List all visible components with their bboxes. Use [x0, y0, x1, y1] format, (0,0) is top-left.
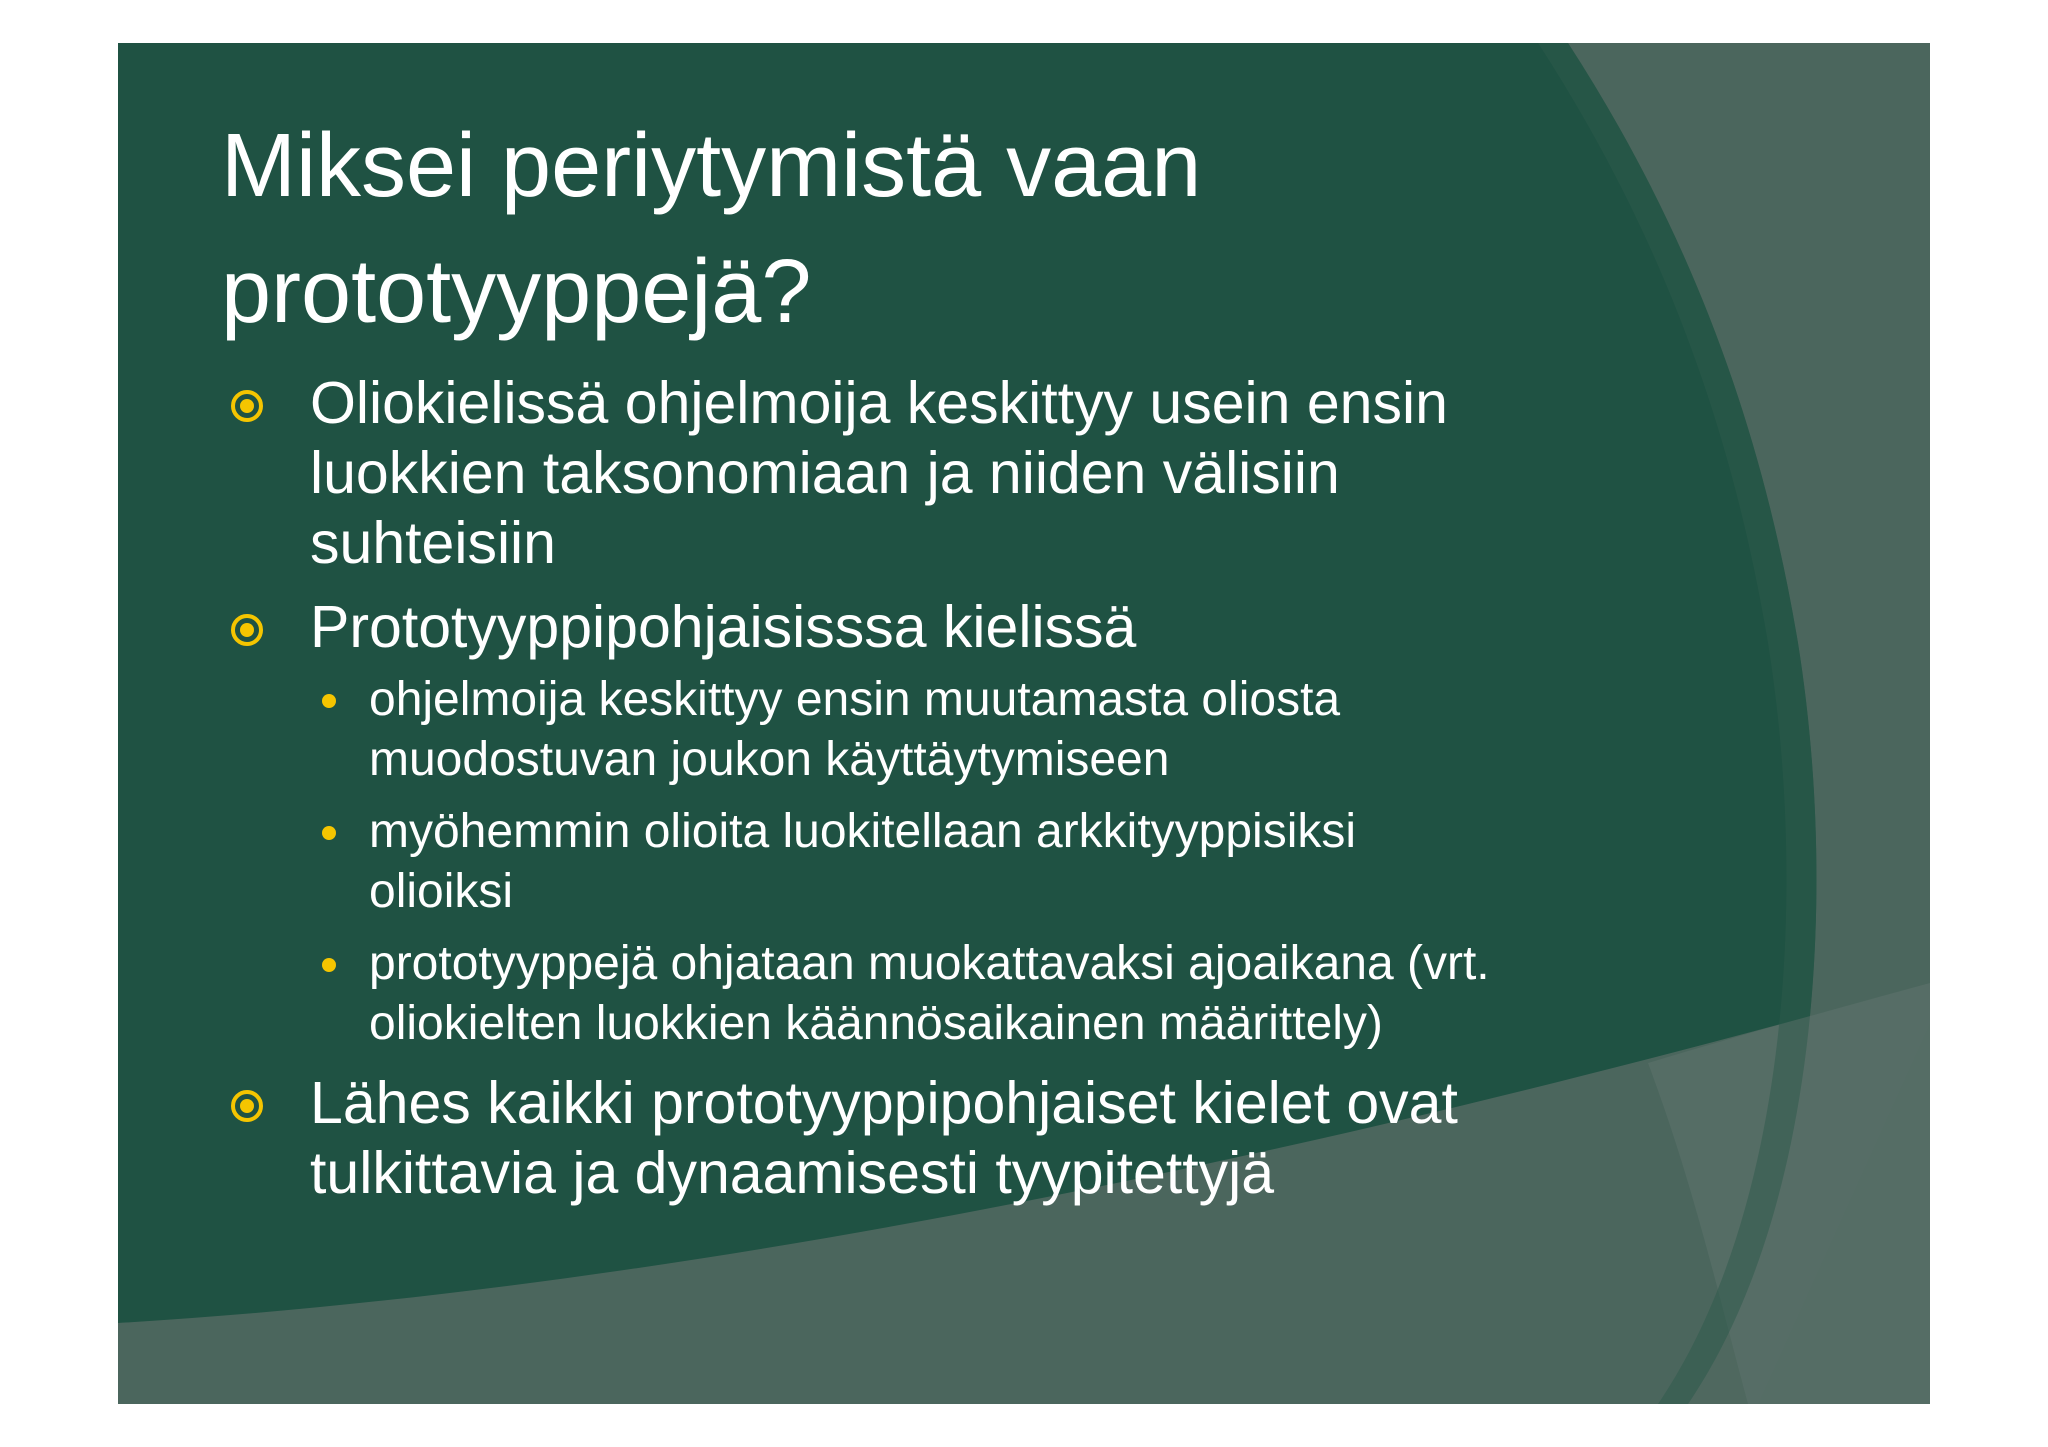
sub-bullet-text: ohjelmoija keskittyy ensin muutamasta oliosta: [369, 673, 1341, 726]
bullet-list: [228, 368, 1818, 1208]
sub-bullet-text: oliokielten luokkien käännösaikainen määrittely): [369, 997, 1383, 1050]
sub-bullet-item: [228, 934, 1818, 1054]
bullet-text: Prototyyppipohjaisisssa kielissä: [310, 594, 1137, 660]
title-line-1: Miksei periytymistä vaan: [221, 116, 1202, 216]
bullet-text: Oliokielissä ohjelmoija keskittyy usein ensin: [310, 370, 1448, 436]
sub-bullet-text: myöhemmin olioita luokitellaan arkkityyppisiksi: [369, 805, 1357, 858]
bullet-item: [228, 368, 1818, 578]
slide: [118, 43, 1930, 1404]
bullet-text: luokkien taksonomiaan ja niiden välisiin: [310, 440, 1340, 506]
dot-icon: [322, 958, 336, 972]
sub-bullet-text: olioiksi: [369, 865, 514, 918]
circled-dot-icon: [230, 1089, 264, 1123]
bullet-text: Lähes kaikki prototyyppipohjaiset kielet ovat: [310, 1070, 1458, 1136]
bullet-text: suhteisiin: [310, 510, 556, 576]
circled-dot-icon: [230, 389, 264, 423]
sub-bullet-item: [228, 802, 1818, 922]
title-line-2: prototyyppejä?: [221, 242, 812, 342]
sub-bullet-text: prototyyppejä ohjataan muokattavaksi ajoaikana (vrt.: [369, 937, 1490, 990]
sub-bullet-item: [228, 670, 1818, 790]
bullet-text: tulkittavia ja dynaamisesti tyypitettyjä: [310, 1140, 1275, 1206]
sub-bullet-text: muodostuvan joukon käyttäytymiseen: [369, 733, 1170, 786]
dot-icon: [322, 826, 336, 840]
bullet-item: [228, 592, 1818, 662]
slide-title: [221, 103, 1721, 355]
circled-dot-icon: [230, 613, 264, 647]
bullet-item: [228, 1068, 1818, 1208]
dot-icon: [322, 694, 336, 708]
